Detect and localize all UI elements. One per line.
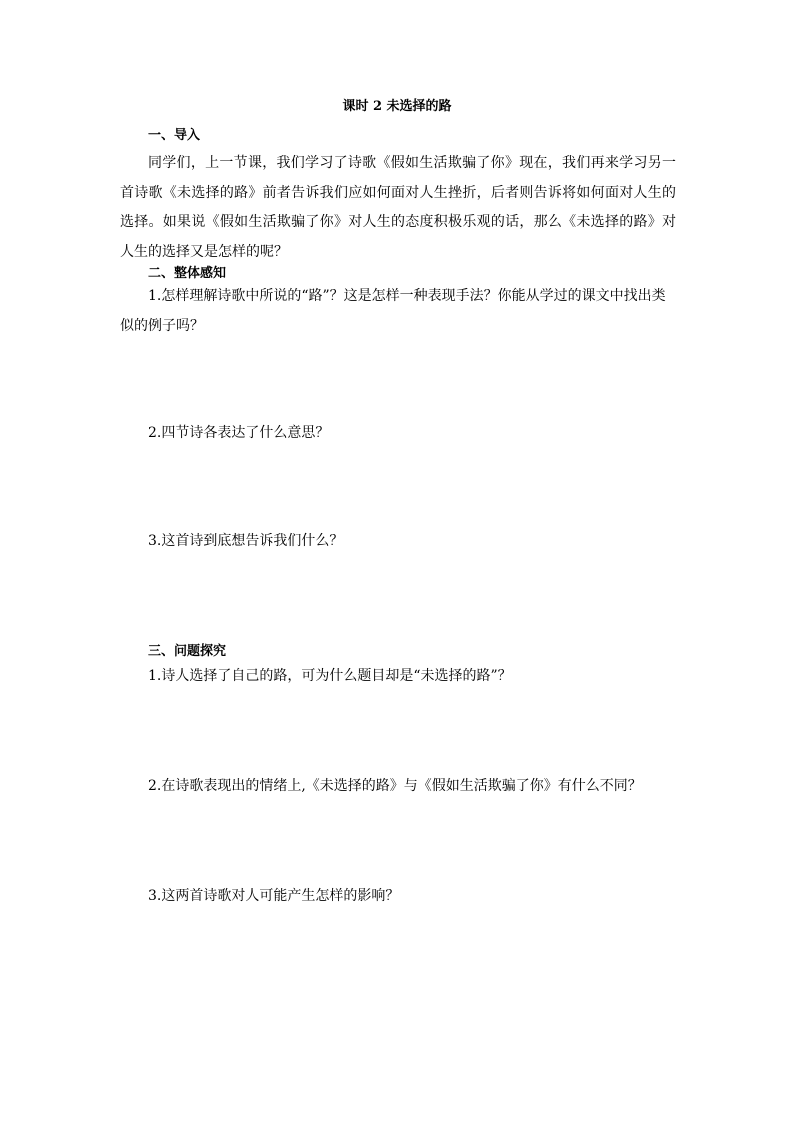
inquiry-question-1: 1.诗人选择了自己的路，可为什么题目却是“未选择的路”？ [148, 668, 512, 684]
overview-question-3: 3.这首诗到底想告诉我们什么？ [148, 533, 344, 549]
intro-paragraph: 同学们，上一节课，我们学习了诗歌《假如生活欺骗了你》现在，我们再来学习另一首诗歌《未选择的路》前者告诉我们应如何面对人生挫折，后者则告诉将如何面对人生的选择。如果说《假如生活欺骗了你》对人生的态度积极乐观的话，那么《未选择的路》对人生的选择又是怎样的呢？ [120, 155, 676, 260]
section-heading-overview: 二、整体感知 [148, 266, 227, 281]
inquiry-question-2: 2.在诗歌表现出的情绪上,《未选择的路》与《假如生活欺骗了你》有什么不同？ [148, 778, 642, 794]
inquiry-question-3: 3.这两首诗歌对人可能产生怎样的影响？ [148, 888, 400, 904]
overview-question-1: 1.怎样理解诗歌中所说的“路”？这是怎样一种表现手法？你能从学过的课文中找出类似的例子吗？ [120, 288, 666, 334]
section-heading-intro: 一、导入 [148, 128, 201, 143]
lesson-title: 课时 2 未选择的路 [342, 99, 452, 114]
overview-question-2: 2.四节诗各表达了什么意思？ [148, 425, 330, 441]
section-heading-inquiry: 三、问题探究 [148, 644, 227, 659]
